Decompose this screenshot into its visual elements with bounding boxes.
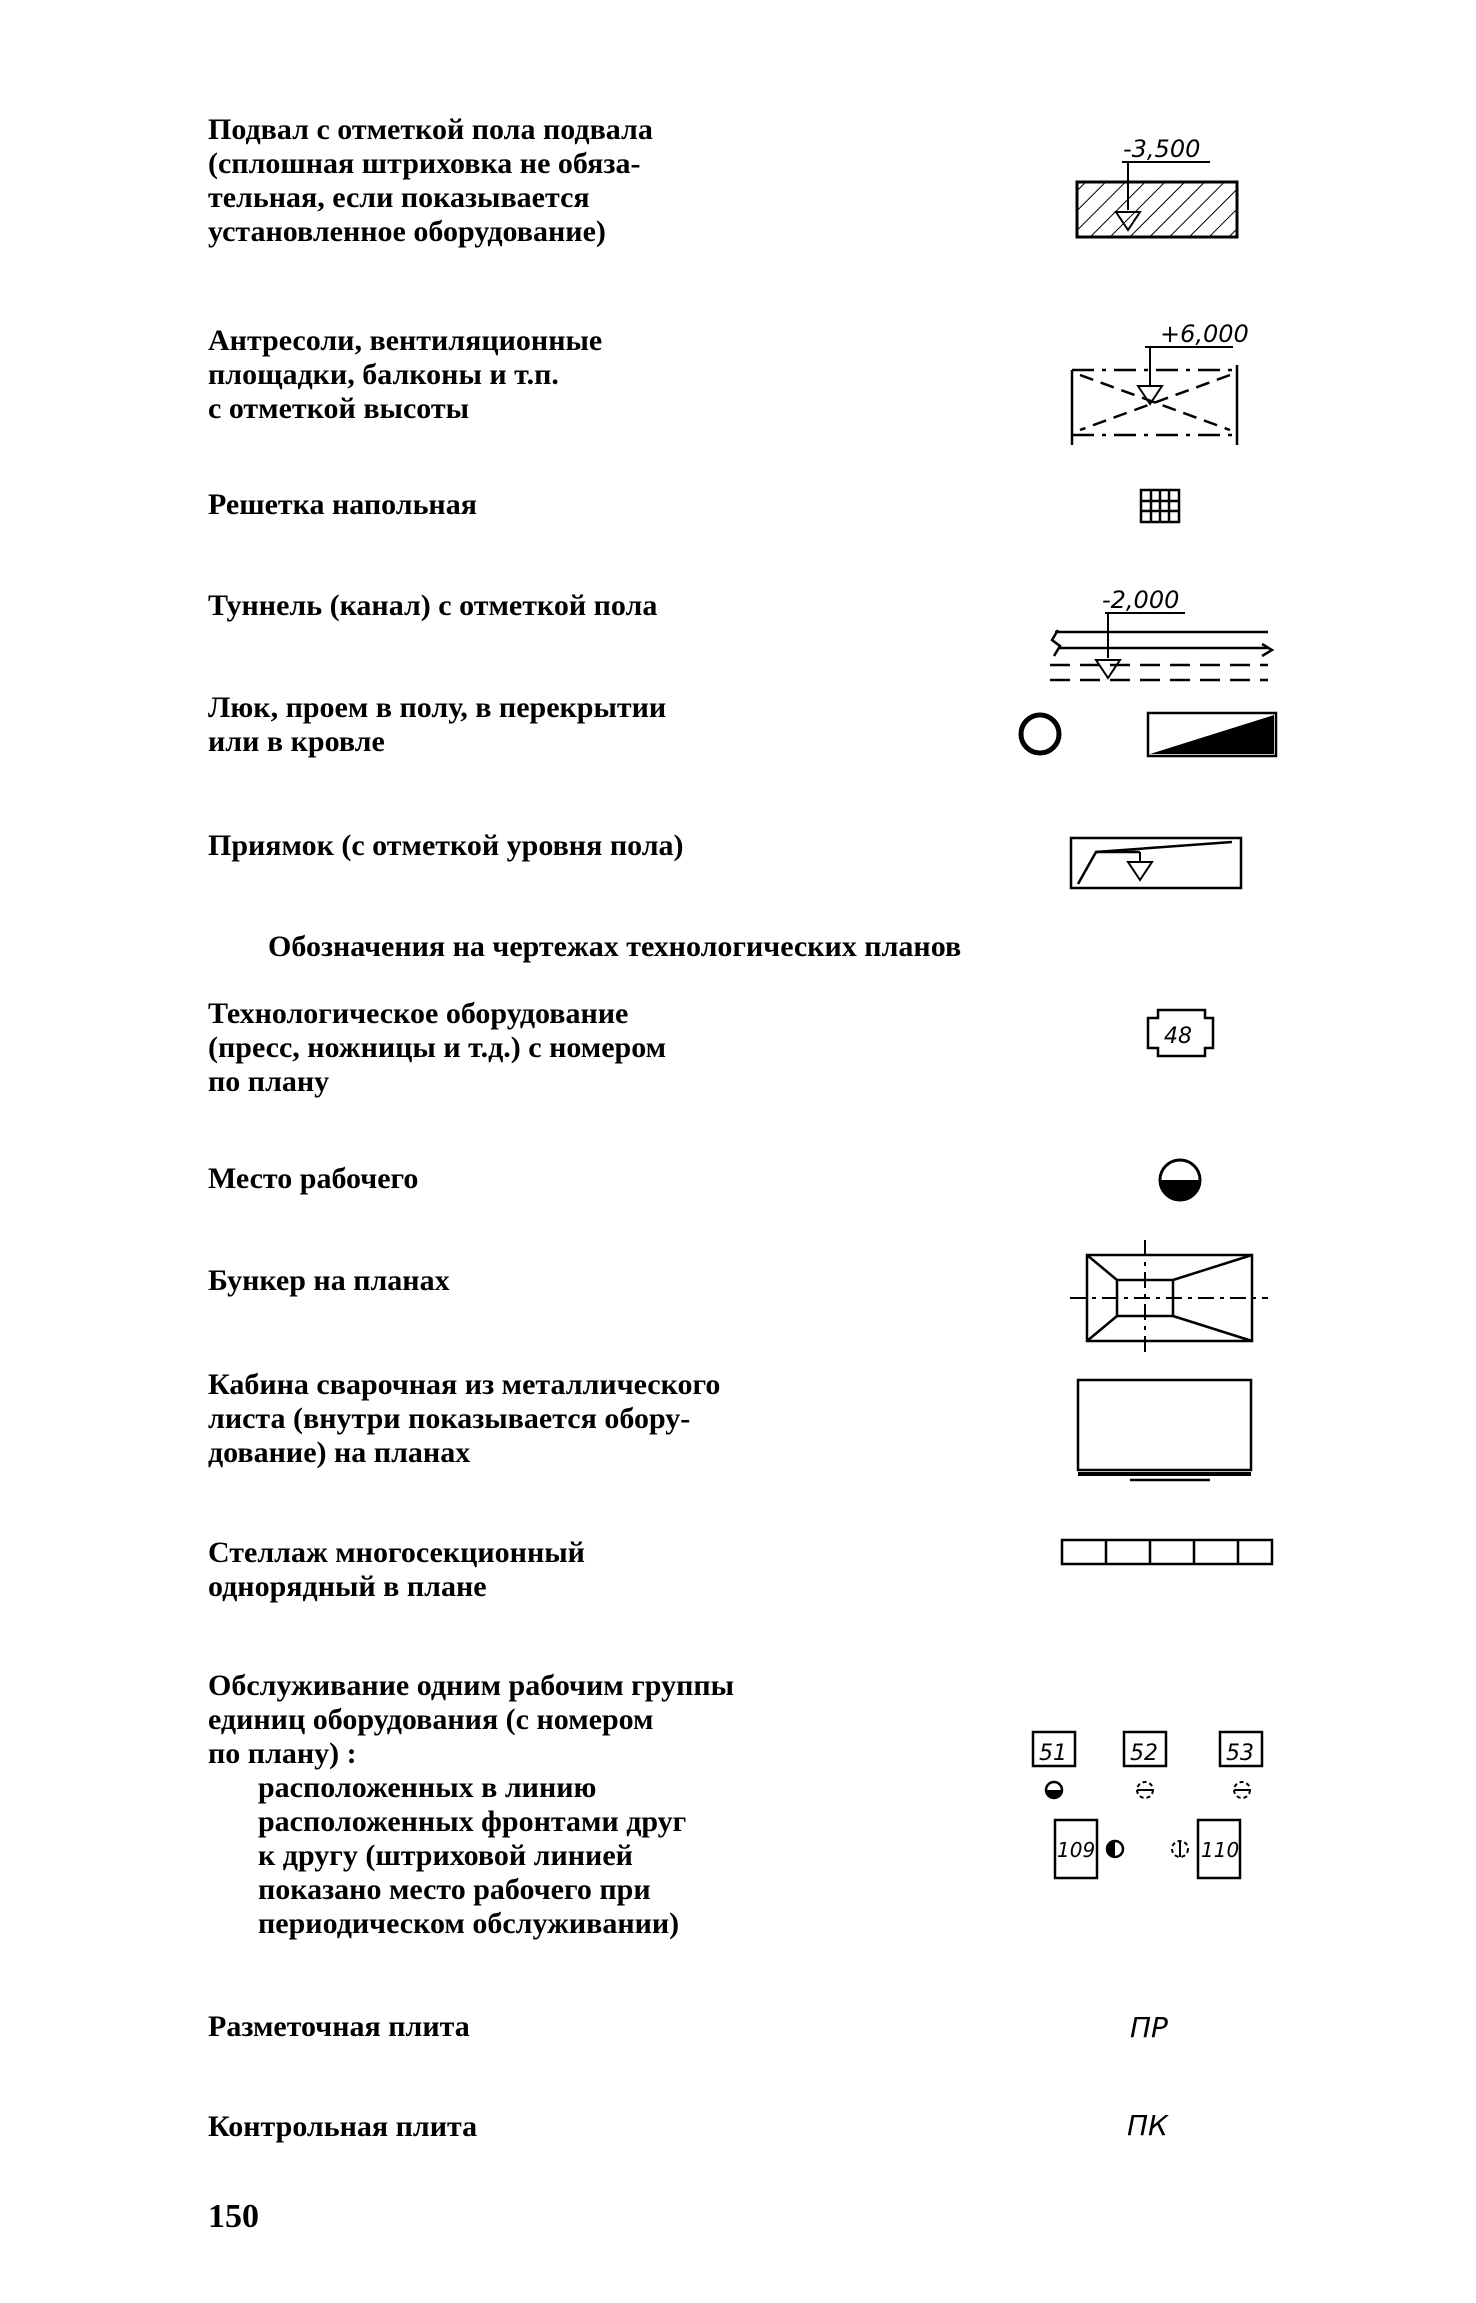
text-subline: расположенных в линию xyxy=(258,1771,597,1804)
workplace-symbol xyxy=(1160,1160,1200,1200)
floor-grate-symbol xyxy=(1141,490,1179,522)
round-hatch-icon xyxy=(1021,715,1059,753)
text-subline: показано место рабочего при xyxy=(258,1873,651,1906)
bunker-symbol xyxy=(1070,1240,1268,1356)
text-line: Бункер на планах xyxy=(208,1264,450,1297)
text-line: Приямок (с отметкой уровня пола) xyxy=(208,829,684,862)
text-line: однорядный в плане xyxy=(208,1570,487,1603)
text-line: Антресоли, вентиляционные xyxy=(208,324,603,357)
pit-symbol xyxy=(1071,838,1241,888)
text-line: Обслуживание одним рабочим группы xyxy=(208,1669,735,1702)
rack-symbol xyxy=(1062,1540,1272,1564)
rect-opening-icon xyxy=(1148,713,1276,756)
text-line: Подвал с отметкой пола подвала xyxy=(208,113,653,146)
text-line: Люк, проем в полу, в перекрытии xyxy=(208,691,667,724)
text-line: (пресс, ножницы и т.д.) с номером xyxy=(208,1031,667,1064)
basement-level-mark: -3,500 xyxy=(1123,135,1201,163)
unit-number-110: 110 xyxy=(1201,1838,1240,1862)
unit-number-51: 51 xyxy=(1039,1741,1067,1766)
marking-plate-abbr: ПР xyxy=(1130,2011,1168,2044)
hatch-symbols xyxy=(1021,713,1276,756)
text-subline: расположенных фронтами друг xyxy=(258,1805,687,1838)
mezzanine-symbol xyxy=(1072,347,1237,445)
welding-booth-symbol xyxy=(1078,1380,1251,1480)
text-line: Стеллаж многосекционный xyxy=(208,1536,585,1569)
text-line: Контрольная плита xyxy=(208,2110,478,2143)
basement-symbol xyxy=(1077,162,1237,237)
text-line: Решетка напольная xyxy=(208,488,477,521)
text-line: или в кровле xyxy=(208,725,385,758)
text-line: дование) на планах xyxy=(208,1436,471,1469)
text-line: установленное оборудование) xyxy=(208,215,606,248)
text-line: по плану) : xyxy=(208,1737,357,1770)
unit-number-109: 109 xyxy=(1057,1838,1096,1862)
text-line: тельная, если показывается xyxy=(208,181,590,214)
text-line: с отметкой высоты xyxy=(208,392,470,425)
text-line: листа (внутри показывается обору- xyxy=(208,1402,691,1435)
text-line: Технологическое оборудование xyxy=(208,997,629,1030)
equipment-number: 48 xyxy=(1164,1024,1192,1049)
tunnel-symbol xyxy=(1050,613,1272,680)
text-line: по плану xyxy=(208,1065,330,1098)
unit-number-53: 53 xyxy=(1226,1741,1254,1766)
page-number: 150 xyxy=(208,2198,259,2235)
text-line: Кабина сварочная из металлического xyxy=(208,1368,721,1401)
text-subline: периодическом обслуживании) xyxy=(258,1907,680,1940)
unit-number-52: 52 xyxy=(1130,1741,1158,1766)
text-line: единиц оборудования (с номером xyxy=(208,1703,654,1736)
control-plate-abbr: ПК xyxy=(1127,2109,1168,2142)
text-line: Туннель (канал) с отметкой пола xyxy=(208,589,658,622)
text-line: Место рабочего xyxy=(208,1162,419,1195)
text-line: (сплошная штриховка не обяза- xyxy=(208,147,641,180)
text-line: Разметочная плита xyxy=(208,2010,470,2043)
section-heading: Обозначения на чертежах технологических планов xyxy=(268,930,962,963)
text-line: площадки, балконы и т.п. xyxy=(208,358,559,391)
tunnel-level-mark: -2,000 xyxy=(1102,586,1180,614)
mezzanine-level-mark: +6,000 xyxy=(1160,320,1249,348)
text-subline: к другу (штриховой линией xyxy=(258,1839,633,1872)
